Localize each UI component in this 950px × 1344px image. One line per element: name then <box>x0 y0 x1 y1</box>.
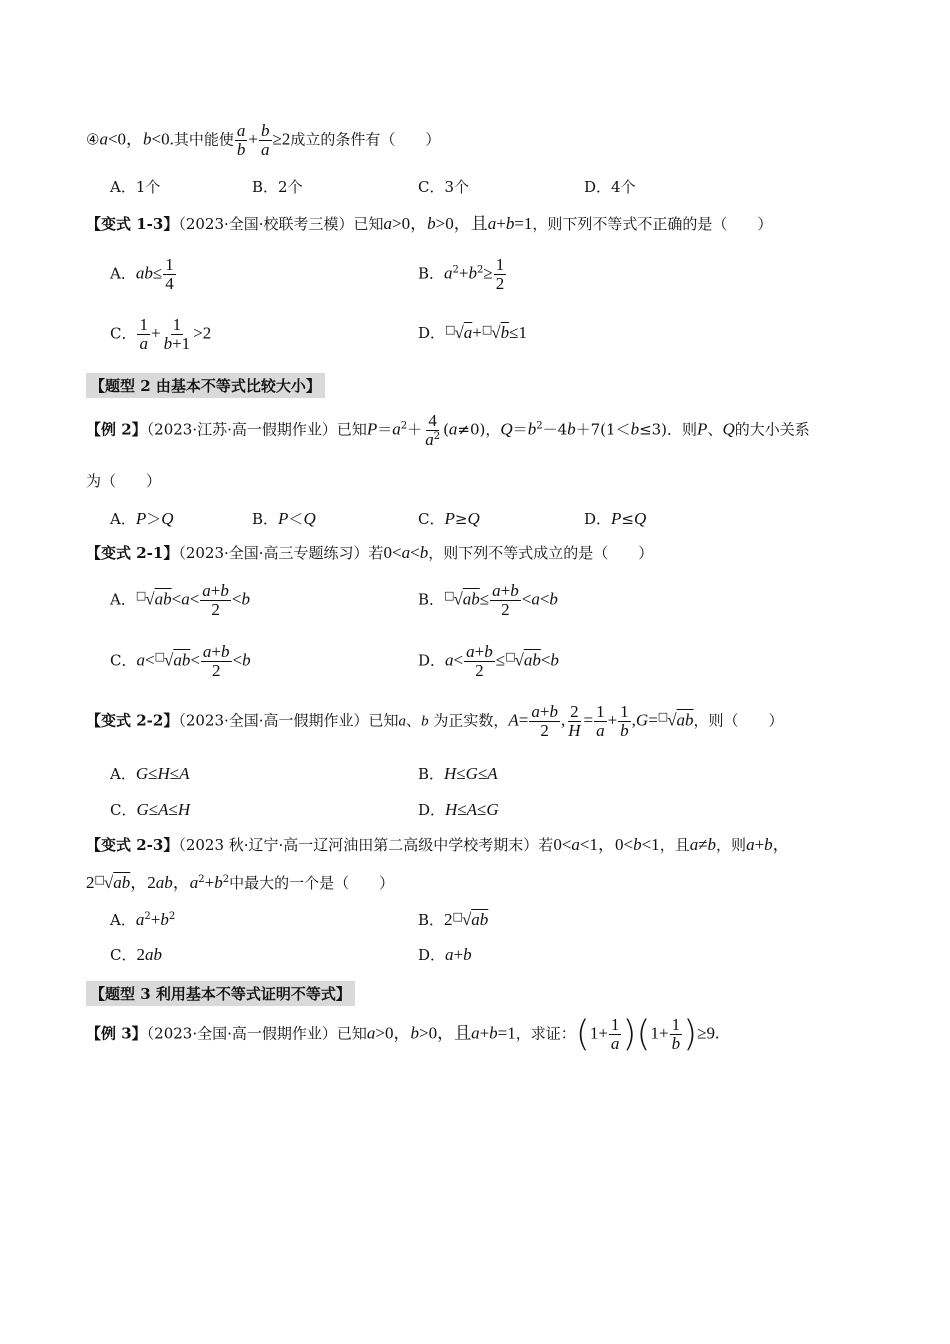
section-heading-3: 【题型 3 利用基本不等式证明不等式】 <box>86 981 355 1006</box>
variant-2-3-question-cont: 2□√ab，2ab，$a^2+b^2$中最大的一个是（ ） <box>86 873 395 892</box>
variant-2-2-option-d: D．H≤A≤G <box>418 800 499 819</box>
example-2-option-a: A．P＞Q <box>110 509 174 528</box>
variant-2-2-option-c: C．G≤A≤H <box>110 800 191 819</box>
example-2-question: 【例 2】（2023·江苏·高一假期作业）已知$P=a^2+$ $\frac{4}{a^2}$ (a≠0)，$Q=b^2-4b+7(1<b\le 3)$．则P、Q的大小关系 <box>86 411 810 449</box>
variant-2-3-question: 【变式 2-3】（2023 秋·辽宁·高一辽河油田第二高级中学校考期末）若0<a<1，0<b<1，且a≠b，则a+b， <box>86 835 790 854</box>
q4-option-b: B．2个 <box>252 178 303 196</box>
example-2-option-d: D．P≤Q <box>584 509 647 528</box>
variant-2-3-option-d: D．a+b <box>418 945 472 964</box>
variant-2-1-question: 【变式 2-1】（2023·全国·高三专题练习）若0<a<b，则下列不等式成立的是（ ） <box>86 543 654 562</box>
variant-2-3-option-b: B．2□√ab <box>418 910 489 929</box>
variant-1-3-question: 【变式 1-3】（2023·全国·校联考三模）已知a>0，b>0，且a+b=1，则下列不等式不正确的是（ ） <box>86 214 773 233</box>
variant-1-3-option-c: C． $\frac{1}{a}$ + $\frac{1}{b+1}$ >2 <box>110 315 212 353</box>
variant-2-3-option-c: C．2ab <box>110 945 162 964</box>
variant-1-3-option-d: D．□√a+□√b≤1 <box>418 323 527 342</box>
variant-2-2-option-a: A．G≤H≤A <box>110 764 190 783</box>
variant-2-1-option-a: A．□√ab<a< $\frac{a+b}{2}$ <b <box>110 581 250 619</box>
q4-option-a: A．1个 <box>110 178 161 196</box>
variant-2-2-option-b: B．H≤G≤A <box>418 764 498 783</box>
example-3-question: 【例 3】（2023·全国·高一假期作业）已知a>0，b>0，且a+b=1，求证：(1+ $\frac{1}{a}$ )(1+ $\frac{1}{b}$ )≥9. <box>86 1013 720 1055</box>
section-heading-2: 【题型 2 由基本不等式比较大小】 <box>86 373 325 398</box>
variant-2-1-option-b: B．□√ab≤ $\frac{a+b}{2}$ <a<b <box>418 581 558 619</box>
variant-2-3-option-a: A．$a^2+b^2$ <box>110 910 176 929</box>
example-2-question-cont: 为（ ） <box>86 472 162 490</box>
q4-option-c: C．3个 <box>418 178 470 196</box>
q4-condition-line: ④a<0，b<0.其中能使 $\frac{a}{b}$ + $\frac{b}{a}$ ≥2成立的条件有（ ） <box>86 121 441 159</box>
variant-2-1-option-d: D．a< $\frac{a+b}{2}$ ≤□√ab<b <box>418 642 559 680</box>
variant-1-3-option-b: B．$a^2+b^2\ge$ $\frac{1}{2}$ <box>418 255 505 293</box>
variant-1-3-option-a: A．ab≤ $\frac{1}{4}$ <box>110 255 174 293</box>
q4-option-d: D．4个 <box>584 178 636 196</box>
variant-2-2-question: 【变式 2-2】（2023·全国·高一假期作业）已知a、b 为正实数，A= $\frac{a+b}{2}$ , $\frac{2}{H}$ = $\frac{1}{a}$ + $\frac{1}{b}$ ,G=□√ab，则（ ） <box>86 702 784 740</box>
example-2-option-c: C．P≥Q <box>418 509 480 528</box>
variant-2-1-option-c: C．a<□√ab< $\frac{a+b}{2}$ <b <box>110 642 251 680</box>
example-2-option-b: B．P＜Q <box>252 509 316 528</box>
